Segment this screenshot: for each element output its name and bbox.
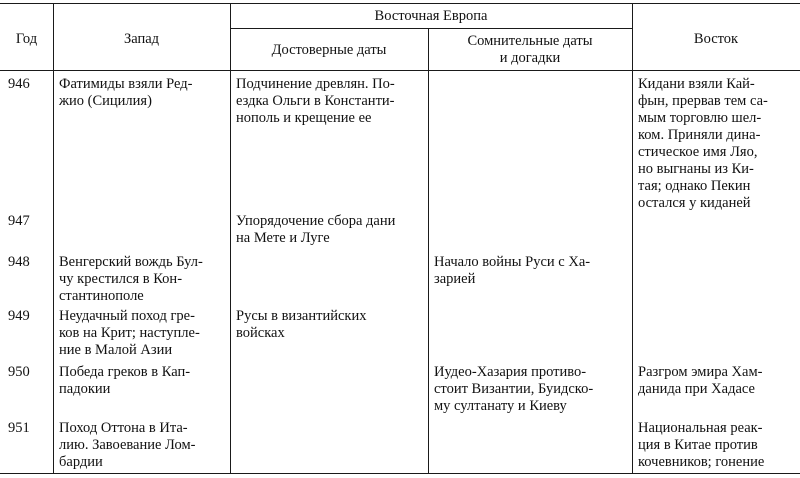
row-948-west: Венгерский вождь Бул- чу крестился в Кон- стантинополе: [59, 254, 203, 304]
header-reliable-dates: Достоверные даты: [271, 42, 387, 58]
row-951-year: 951: [8, 420, 30, 436]
row-950-west: Победа греков в Кап- падокии: [59, 364, 191, 397]
col-divider-doubtful: [632, 3, 633, 474]
row-950-year: 950: [8, 364, 30, 380]
row-946-year: 946: [8, 76, 30, 92]
row-949-year: 949: [8, 308, 30, 324]
col-divider-year: [53, 3, 54, 474]
row-951-west: Поход Оттона в Ита- лию. Завоевание Лом- бардии: [59, 420, 196, 470]
row-946-west: Фатимиды взяли Ред- жио (Сицилия): [59, 76, 193, 109]
row-949-west: Неудачный поход гре- ков на Крит; наступле- ние в Малой Азии: [59, 308, 200, 358]
col-divider-west: [230, 3, 231, 474]
header-year: Год: [15, 31, 38, 47]
table-top-border: [0, 3, 800, 4]
row-947-year: 947: [8, 213, 30, 229]
col-divider-reliable: [428, 28, 429, 474]
header-doubtful-dates: Сомнительные даты и догадки: [467, 33, 593, 66]
header-east: Восток: [693, 31, 739, 47]
header-east-europe: Восточная Европа: [374, 8, 488, 24]
row-946-east: Кидани взяли Кай- фын, прервав тем са- мым торговлю шел- ком. Приняли дина- стическое имя Ляо, но выгнаны из Ки- тая; однако Пекин остался у киданей: [638, 76, 768, 211]
row-951-east: Национальная реак- ция в Китае против кочевников; гонение: [638, 420, 765, 470]
row-948-year: 948: [8, 254, 30, 270]
header-west: Запад: [123, 31, 160, 47]
row-949-reliable: Русы в византийских войсках: [236, 308, 367, 341]
row-946-reliable: Подчинение древлян. По- ездка Ольги в Константи- нополь и крещение ее: [236, 76, 395, 126]
row-950-doubtful: Иудео-Хазария противо- стоит Византии, Буидско- му султанату и Киеву: [434, 364, 594, 414]
table-bottom-border: [0, 473, 800, 474]
row-950-east: Разгром эмира Хам- данида при Хадасе: [638, 364, 763, 397]
header-bottom-border: [0, 70, 800, 71]
row-947-reliable: Упорядочение сбора дани на Мете и Луге: [236, 213, 396, 246]
east-europe-divider: [230, 28, 632, 29]
row-948-doubtful: Начало войны Руси с Ха- зарией: [434, 254, 591, 287]
